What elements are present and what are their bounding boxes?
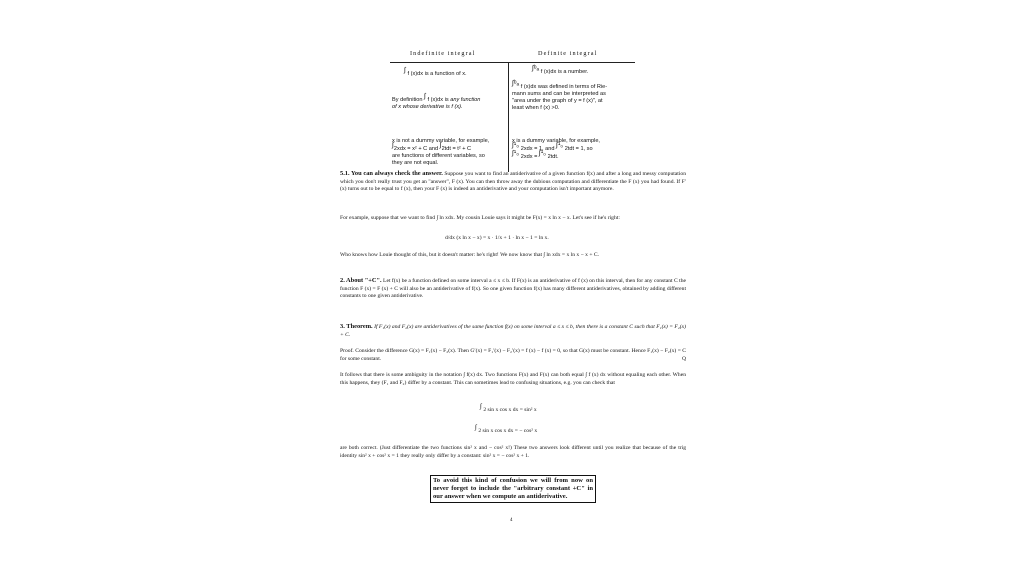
document-page <box>340 40 686 530</box>
table-divider <box>508 62 509 172</box>
equation-derivative-check: d/dx (x ln x − x) = x · 1/x + 1 · ln x − 1 = ln x. <box>445 235 549 241</box>
page-number: 4 <box>510 518 513 523</box>
section-2-text: Let f(x) be a function defined on some interval a ≤ x ≤ b. If F(x) is an antiderivative of f (x) on this interval, then for any constant C the function F (x) = F (x) + C will also be an antiderivative of f(x). So one given function f(x) has many different antiderivatives, obtained by adding different constants to one given antiderivative. <box>340 278 686 300</box>
section-2-heading: 2. About "+C". <box>340 277 382 284</box>
proof-text: Proof. Consider the difference G(x) = F₁(x) − F₂(x). Then G′(x) = F₁′(x) − F₂′(x) = f (x) − f (x) = 0, so that G(x) must be constant. Hence F₁(x) − F₂(x) = C for some constant. <box>340 348 686 362</box>
constant-reminder-box: To avoid this kind of confusion we will from now on never forget to include the "arbitrary constant +C" in our answer when we compute an antiderivative. <box>430 475 596 503</box>
table-rule <box>390 62 635 63</box>
section-5-1-text: Suppose you want to find an antiderivative of a given function f(x) and after a long and messy computation which you don't really trust you get an "answer", F (x). You can then throw away the dubious computation and differentiate the F (x) you had found. If F′(x) turns out to be equal to f (x), then your F (x) is indeed an antiderivative and your computation isn't important anymore. <box>340 171 686 193</box>
table-cell-def-1: ∫ᵇₐ f (x)dx is a number. <box>532 65 589 75</box>
section-5-1-heading: 5.1. You can always check the answer. <box>340 170 443 177</box>
table-cell-def-3: x is a dummy variable, for example, ∫¹₀ 2xdx = 1, and ∫¹₀ 2tdt = 1, so ∫¹₀ 2xdx = ∫¹₀ 2tdt. <box>512 138 600 160</box>
table-header-definite: Definite integral <box>538 50 598 57</box>
section-5-1-conclusion: Who knows how Louie thought of this, but it doesn't matter: he's right! We now know that ∫ ln xdx = x ln x − x + C. <box>340 252 600 258</box>
proof-paragraph <box>340 348 686 363</box>
trig-identity-paragraph: are both correct. (Just differentiate the two functions sin² x and − cos² x!) These two answers look different until you realize that because of the trig identity sin² x + cos² x = 1 they really only differ by a constant: sin² x = − cos² x + 1. <box>340 445 686 459</box>
section-5-1 <box>340 170 686 194</box>
theorem-statement: If F₁(x) and F₂(x) are antiderivatives of the same function f(x) on some interval a ≤ x ≤ b, then there is a constant C such that F₁(x) = F₂(x) + C. <box>340 324 686 338</box>
equation-cos-squared: ∫ 2 sin x cos x dx = − cos² x <box>475 423 538 434</box>
equation-sin-squared: ∫ 2 sin x cos x dx = sin² x <box>480 402 537 413</box>
table-header-indefinite: Indefinite integral <box>410 50 476 57</box>
table-cell-indef-1: ∫ f (x)dx is a function of x. <box>404 67 467 77</box>
qed-mark: Q <box>681 355 686 362</box>
section-2 <box>340 277 686 301</box>
table-cell-indef-3: x is not a dummy variable, for example, ∫2xdx = x² + C and ∫2tdt = t² + C are functions of different variables, so they are not equal. <box>392 138 490 166</box>
table-cell-def-2: ∫ᵇₐ f (x)dx was defined in terms of Rie- mann sums and can be interpreted as "area under the graph of y = f (x)", at least when f (x) >0. <box>512 80 608 111</box>
section-5-1-example: For example, suppose that we want to find ∫ ln xdx. My cousin Louie says it might be F(x) = x ln x − x. Let's see if he's right: <box>340 215 620 221</box>
section-3-heading: 3. Theorem. <box>340 323 373 330</box>
section-3-theorem <box>340 323 686 339</box>
ambiguity-paragraph: It follows that there is some ambiguity in the notation ∫ f(x) dx. Two functions F(x) and F(x) can both equal ∫ f (x) dx without equaling each other. When this happens, they (F₁ and F₂) differ by a constant. This can sometimes lead to confusing situations, e.g. you can check that <box>340 372 686 386</box>
table-cell-indef-2: By definition ∫ f (x)dx is any function of x whose derivative is f (x). <box>392 93 481 110</box>
